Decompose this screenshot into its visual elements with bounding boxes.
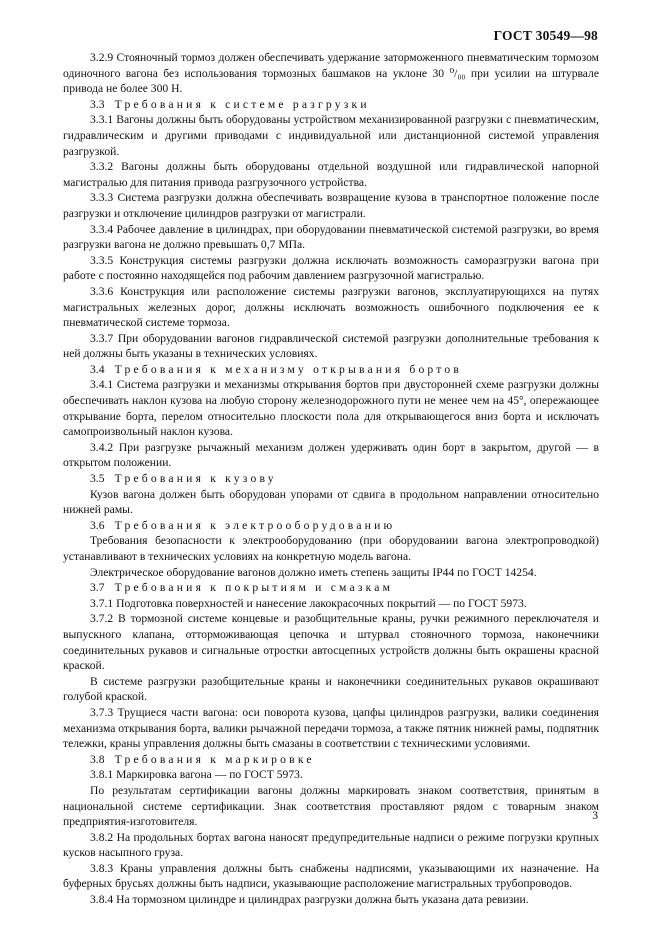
- section-title: Требования к маркировке: [114, 752, 315, 766]
- section-title: Требования к электрооборудованию: [114, 518, 396, 532]
- section-title: Требования к системе разгрузки: [114, 97, 370, 111]
- section-number: 3.3: [90, 97, 105, 111]
- page-number: 3: [592, 809, 598, 822]
- paragraph: 3.3.3 Система разгрузки должна обеспечивать возвращение кузова в транспортное положение после разгрузки и отключение цилиндров разгрузки от магистрали.: [63, 191, 599, 220]
- section-heading: [63, 97, 599, 113]
- section-title: Требования к покрытиям и смазкам: [114, 581, 394, 595]
- paragraph: 3.3.2 Вагоны должны быть оборудованы отдельной воздушной или гидравлической напорной магистралью для питания привода разгрузочного устройства.: [63, 160, 599, 189]
- section-heading: [63, 518, 599, 534]
- paragraph: 3.8.3 Краны управления должны быть снабжены надписями, указывающими их назначение. На буферных брусьях должны быть надписи, указывающие расположение магистральных трубопроводов.: [63, 861, 599, 891]
- section-heading: [63, 362, 599, 378]
- section-heading: [63, 752, 599, 768]
- paragraph: По результатам сертификации вагоны должны маркировать знаком соответствия, принятым в национальной системе сертификации. Знак соответствия проставляют рядом с товарным знаком предприятия-изготовителя.: [63, 783, 599, 829]
- paragraph: 3.3.5 Конструкция системы разгрузки должна исключать возможность саморазгрузки вагона при работе с постоянно находящейся под рабочим давлением разгрузочной магистралью.: [63, 253, 599, 283]
- section-number: 3.7: [90, 581, 105, 595]
- paragraph: Электрическое оборудование вагонов должно иметь степень защиты IP44 по ГОСТ 14254.: [90, 565, 537, 579]
- section-heading: [63, 580, 599, 596]
- section-number: 3.5: [90, 472, 105, 486]
- section-number: 3.4: [90, 362, 105, 376]
- document-body: [63, 50, 599, 908]
- paragraph: 3.8.4 На тормозном цилиндре и цилиндрах разгрузки должна быть указана дата ревизии.: [90, 893, 529, 907]
- paragraph: 3.8.1 Маркировка вагона — по ГОСТ 5973.: [90, 768, 303, 782]
- paragraph: 3.3.7 При оборудовании вагонов гидравлической системой разгрузки дополнительные требования к ней должны быть указаны в технических условиях.: [63, 331, 599, 361]
- section-number: 3.6: [90, 518, 105, 532]
- paragraph: 3.8.2 На продольных бортах вагона наносят предупредительные надписи о режиме погрузки крупных кусков насыпного груза.: [63, 830, 599, 860]
- section-title: Требования к кузову: [114, 472, 277, 486]
- paragraph: Кузов вагона должен быть оборудован упорами от сдвига в продольном направлении относительно нижней рамы.: [63, 487, 599, 517]
- section-heading: [63, 471, 599, 487]
- paragraph: 3.3.1 Вагоны должны быть оборудованы устройством механизированной разгрузки с пневматическим, гидравлическим и другими приводами с индивидуальной или дистанционной системой управления разгрузкой.: [63, 113, 599, 158]
- document-header: ГОСТ 30549—98: [493, 28, 598, 43]
- paragraph: 3.4.2 При разгрузке рычажный механизм должен удерживать один борт в закрытом, другой — в открытом положении.: [63, 440, 599, 470]
- paragraph: 3.4.1 Система разгрузки и механизмы открывания бортов при двусторонней схеме разгрузки должны обеспечивать наклон кузова на любую сторону железнодорожного пути не менее чем на 45°, опережающее открывание борта, перелом относительно плоскости пола для открывающегося вниз борта и исключать самопроизвольный наклон кузова.: [63, 378, 599, 439]
- paragraph: 3.7.3 Трущиеся части вагона: оси поворота кузова, цапфы цилиндров разгрузки, валики соединения механизма открывания борта, валики рычажной передачи тормоза, а также пятник нижней рамы, подпятник тележки, краны управления должны быть смазаны в соответствии с техническими условиями.: [63, 705, 599, 751]
- section-title: Требования к механизму открывания бортов: [114, 362, 463, 376]
- paragraph: В системе разгрузки разобщительные краны и наконечники соединительных рукавов окрашивают голубой краской.: [63, 674, 599, 704]
- section-number: 3.8: [90, 752, 105, 766]
- paragraph: Требования безопасности к электрооборудованию (при оборудовании вагона электропроводкой) устанавливают в технических условиях на конкретную модель вагона.: [63, 534, 599, 563]
- paragraph: 3.2.9 Стояночный тормоз должен обеспечивать удержание заторможенного пневматическим тормозом одиночного вагона без использования тормозных башмаков на уклоне 30 ⁰/₀₀ при усилии на штурвале привода не более 300 Н.: [63, 51, 599, 96]
- paragraph: 3.7.2 В тормозной системе концевые и разобщительные краны, ручки режимного переключателя и выпускного клапана, отторможивающая цепочка и штурвал стояночного тормоза, наконечники соединительных рукавов и сигнальные отростки автосцепных устройств должны быть окрашены красной краской.: [63, 612, 599, 673]
- paragraph: 3.3.4 Рабочее давление в цилиндрах, при оборудовании пневматической системой разгрузки, во время разгрузки вагона не должно превышать 0,7 МПа.: [63, 222, 599, 252]
- paragraph: 3.7.1 Подготовка поверхностей и нанесение лакокрасочных покрытий — по ГОСТ 5973.: [90, 596, 527, 610]
- paragraph: 3.3.6 Конструкция или расположение системы разгрузки вагонов, эксплуатирующихся на путях магистральных железных дорог, должны исключать возможность ошибочного подключения ее к пневматической системе тормоза.: [63, 284, 599, 330]
